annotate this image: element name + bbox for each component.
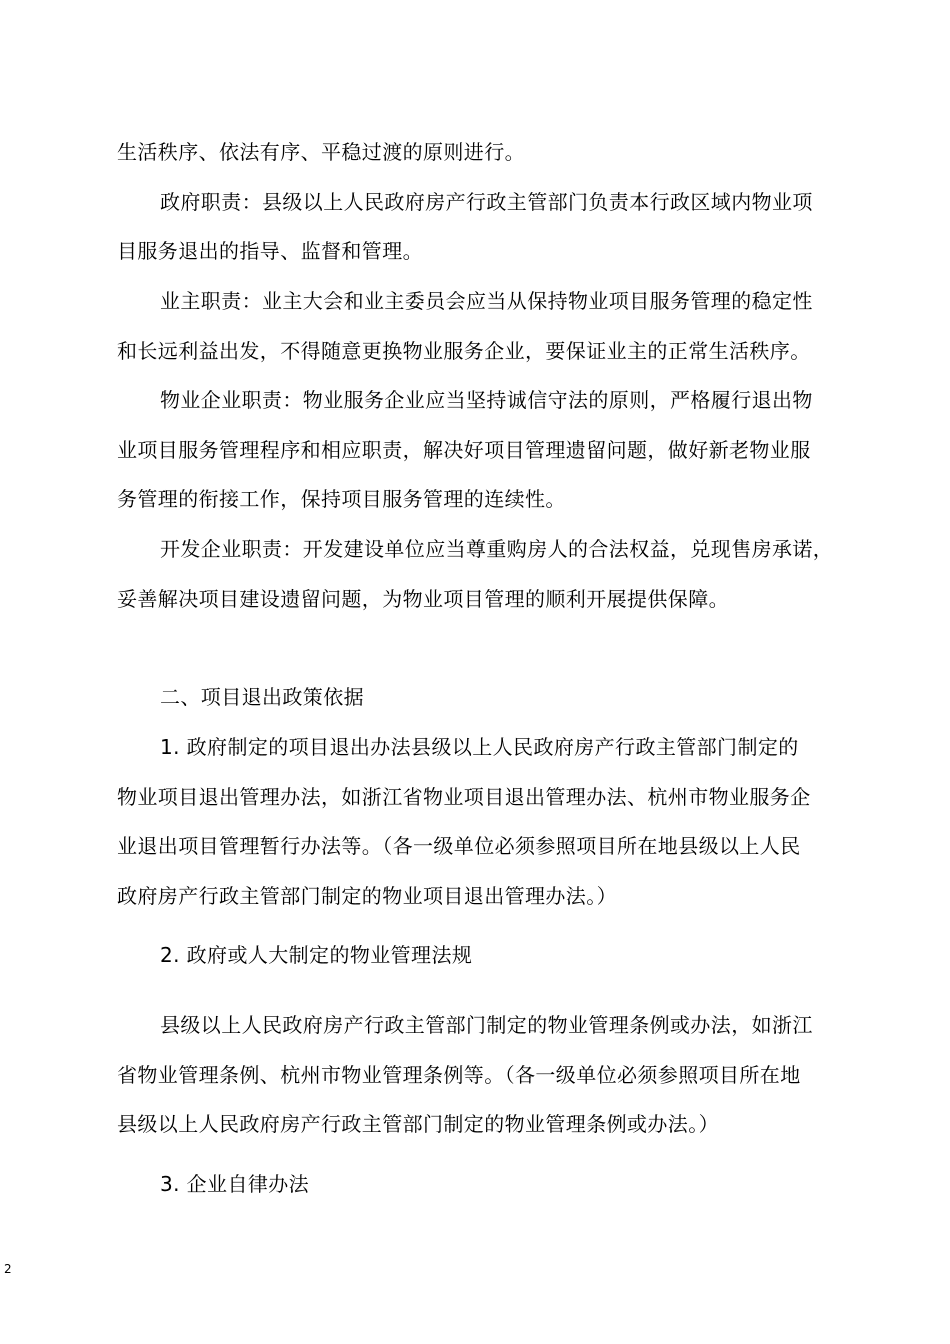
text-line: 开发企业职责：开发建设单位应当尊重购房人的合法权益，兑现售房承诺， (160, 537, 834, 561)
text-line: 物业企业职责：物业服务企业应当坚持诚信守法的原则，严格履行退出物 (160, 388, 813, 412)
text-line: 政府职责：县级以上人民政府房产行政主管部门负责本行政区域内物业项 (160, 190, 813, 214)
text-line: 业主职责：业主大会和业主委员会应当从保持物业项目服务管理的稳定性 (160, 289, 813, 313)
text-line: 妥善解决项目建设遗留问题，为物业项目管理的顺利开展提供保障。 (117, 587, 729, 611)
numbered-item: 3. 企业自律办法 (160, 1172, 310, 1196)
text-line: 目服务退出的指导、监督和管理。 (117, 239, 423, 263)
text-line: 县级以上人民政府房产行政主管部门制定的物业管理条例或办法，如浙江 (160, 1013, 813, 1037)
section-heading: 二、项目退出政策依据 (160, 685, 364, 709)
text-line: 和长远利益出发，不得随意更换物业服务企业，要保证业主的正常生活秩序。 (117, 339, 811, 363)
text-line: 省物业管理条例、杭州市物业管理条例等。（各一级单位必须参照项目所在地 (117, 1063, 801, 1087)
text-line: 业项目服务管理程序和相应职责，解决好项目管理遗留问题，做好新老物业服 (117, 438, 811, 462)
text-line: 政府房产行政主管部门制定的物业项目退出管理办法。） (117, 884, 617, 908)
text-line: 县级以上人民政府房产行政主管部门制定的物业管理条例或办法。） (117, 1112, 719, 1136)
numbered-item: 2. 政府或人大制定的物业管理法规 (160, 943, 473, 967)
text-line: 生活秩序、依法有序、平稳过渡的原则进行。 (117, 140, 525, 164)
text-line: 业退出项目管理暂行办法等。（各一级单位必须参照项目所在地县级以上人民 (117, 834, 801, 858)
text-line: 务管理的衔接工作，保持项目服务管理的连续性。 (117, 487, 566, 511)
text-line: 1. 政府制定的项目退出办法县级以上人民政府房产行政主管部门制定的 (160, 735, 799, 759)
page-number: 2 (4, 1262, 12, 1276)
text-line: 物业项目退出管理办法，如浙江省物业项目退出管理办法、杭州市物业服务企 (117, 785, 811, 809)
